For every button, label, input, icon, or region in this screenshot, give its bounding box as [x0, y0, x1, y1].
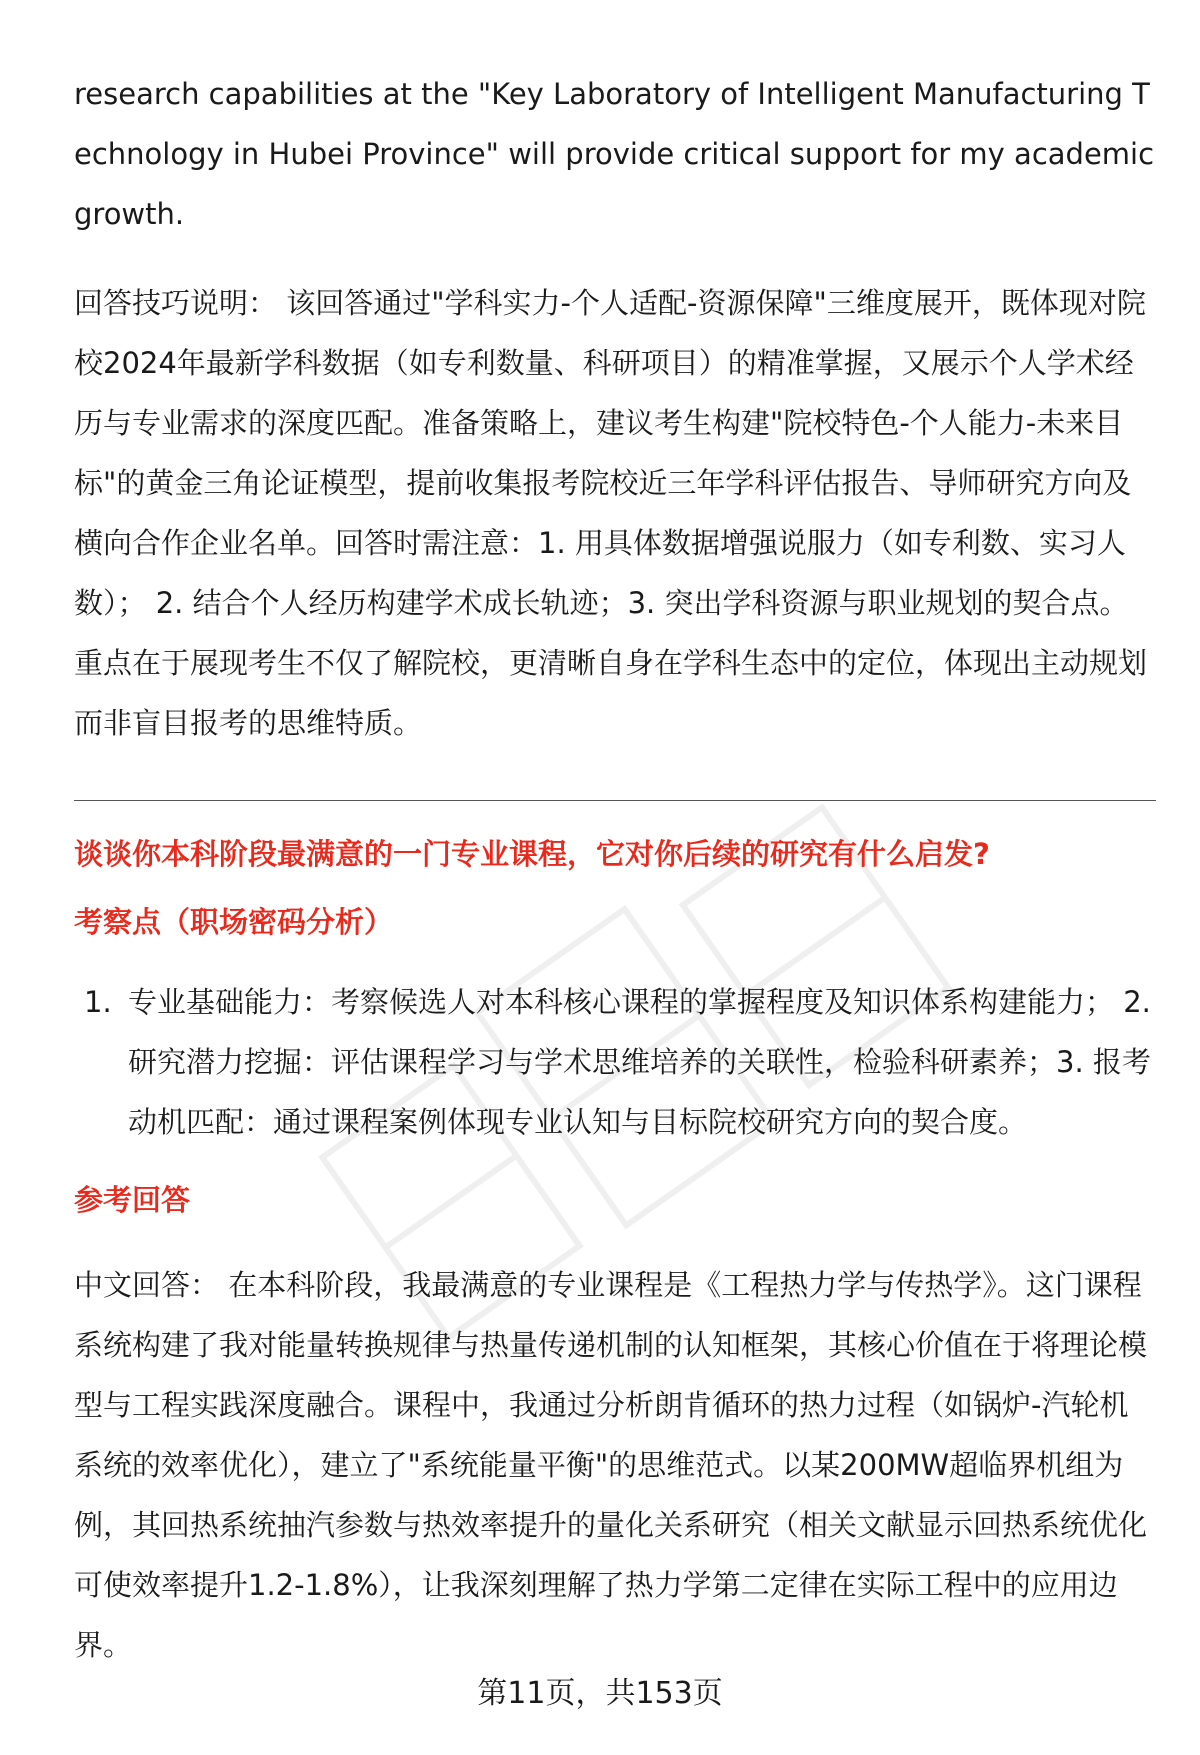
reference-answer-paragraph: 中文回答： 在本科阶段，我最满意的专业课程是《工程热力学与传热学》。这门课程系统构建了我对能量转换规律与热量传递机制的认知框架，其核心价值在于将理论模型与工程实践深度融合。课程中，我通过分析朗肯循环的热力过程（如锅炉-汽轮机系统的效率优化），建立了"系统能量平衡"的思维范式。以某200MW超临界机组为例，其回热系统抽汽参数与热效率提升的量化关系研究（相关文献显示回热系统优化可使效率提升1.2-1.8%），让我深刻理解了热力学第二定律在实际工程中的应用边界。: [74, 1268, 1148, 1662]
reference-answer-heading: 参考回答: [74, 1183, 191, 1217]
exam-points-list: [74, 972, 1156, 1152]
question-heading: 谈谈你本科阶段最满意的一门专业课程，它对你后续的研究有什么启发?: [74, 837, 990, 871]
section-divider: [74, 800, 1156, 801]
answer-tips-paragraph: 回答技巧说明： 该回答通过"学科实力-个人适配-资源保障"三维度展开，既体现对院校2024年最新学科数据（如专利数量、科研项目）的精准掌握，又展示个人学术经历与专业需求的深度匹配。准备策略上，建议考生构建"院校特色-个人能力-未来目标"的黄金三角论证模型，提前收集报考院校近三年学科评估报告、导师研究方向及横向合作企业名单。回答时需注意：1. 用具体数据增强说服力（如专利数、实习人数）； 2. 结合个人经历构建学术成长轨迹；3. 突出学科资源与职业规划的契合点。重点在于展现考生不仅了解院校，更清晰自身在学科生态中的定位，体现出主动规划而非盲目报考的思维特质。: [74, 286, 1148, 740]
list-item: [74, 972, 1156, 1152]
list-item-number: 1.: [84, 985, 112, 1019]
page-number-footer: 第11页，共153页: [477, 1676, 723, 1711]
exam-points-heading: 考察点（职场密码分析）: [74, 905, 394, 939]
list-item-text: 专业基础能力：考察候选人对本科核心课程的掌握程度及知识体系构建能力； 2. 研究潜力挖掘：评估课程学习与学术思维培养的关联性，检验科研素养；3. 报考动机匹配：通过课程案例体现专业认知与目标院校研究方向的契合度。: [128, 985, 1151, 1139]
intro-paragraph: research capabilities at the "Key Laboratory of Intelligent Manufacturing Technology in Hubei Province" will provide critical support for my academic growth.: [74, 77, 1155, 231]
